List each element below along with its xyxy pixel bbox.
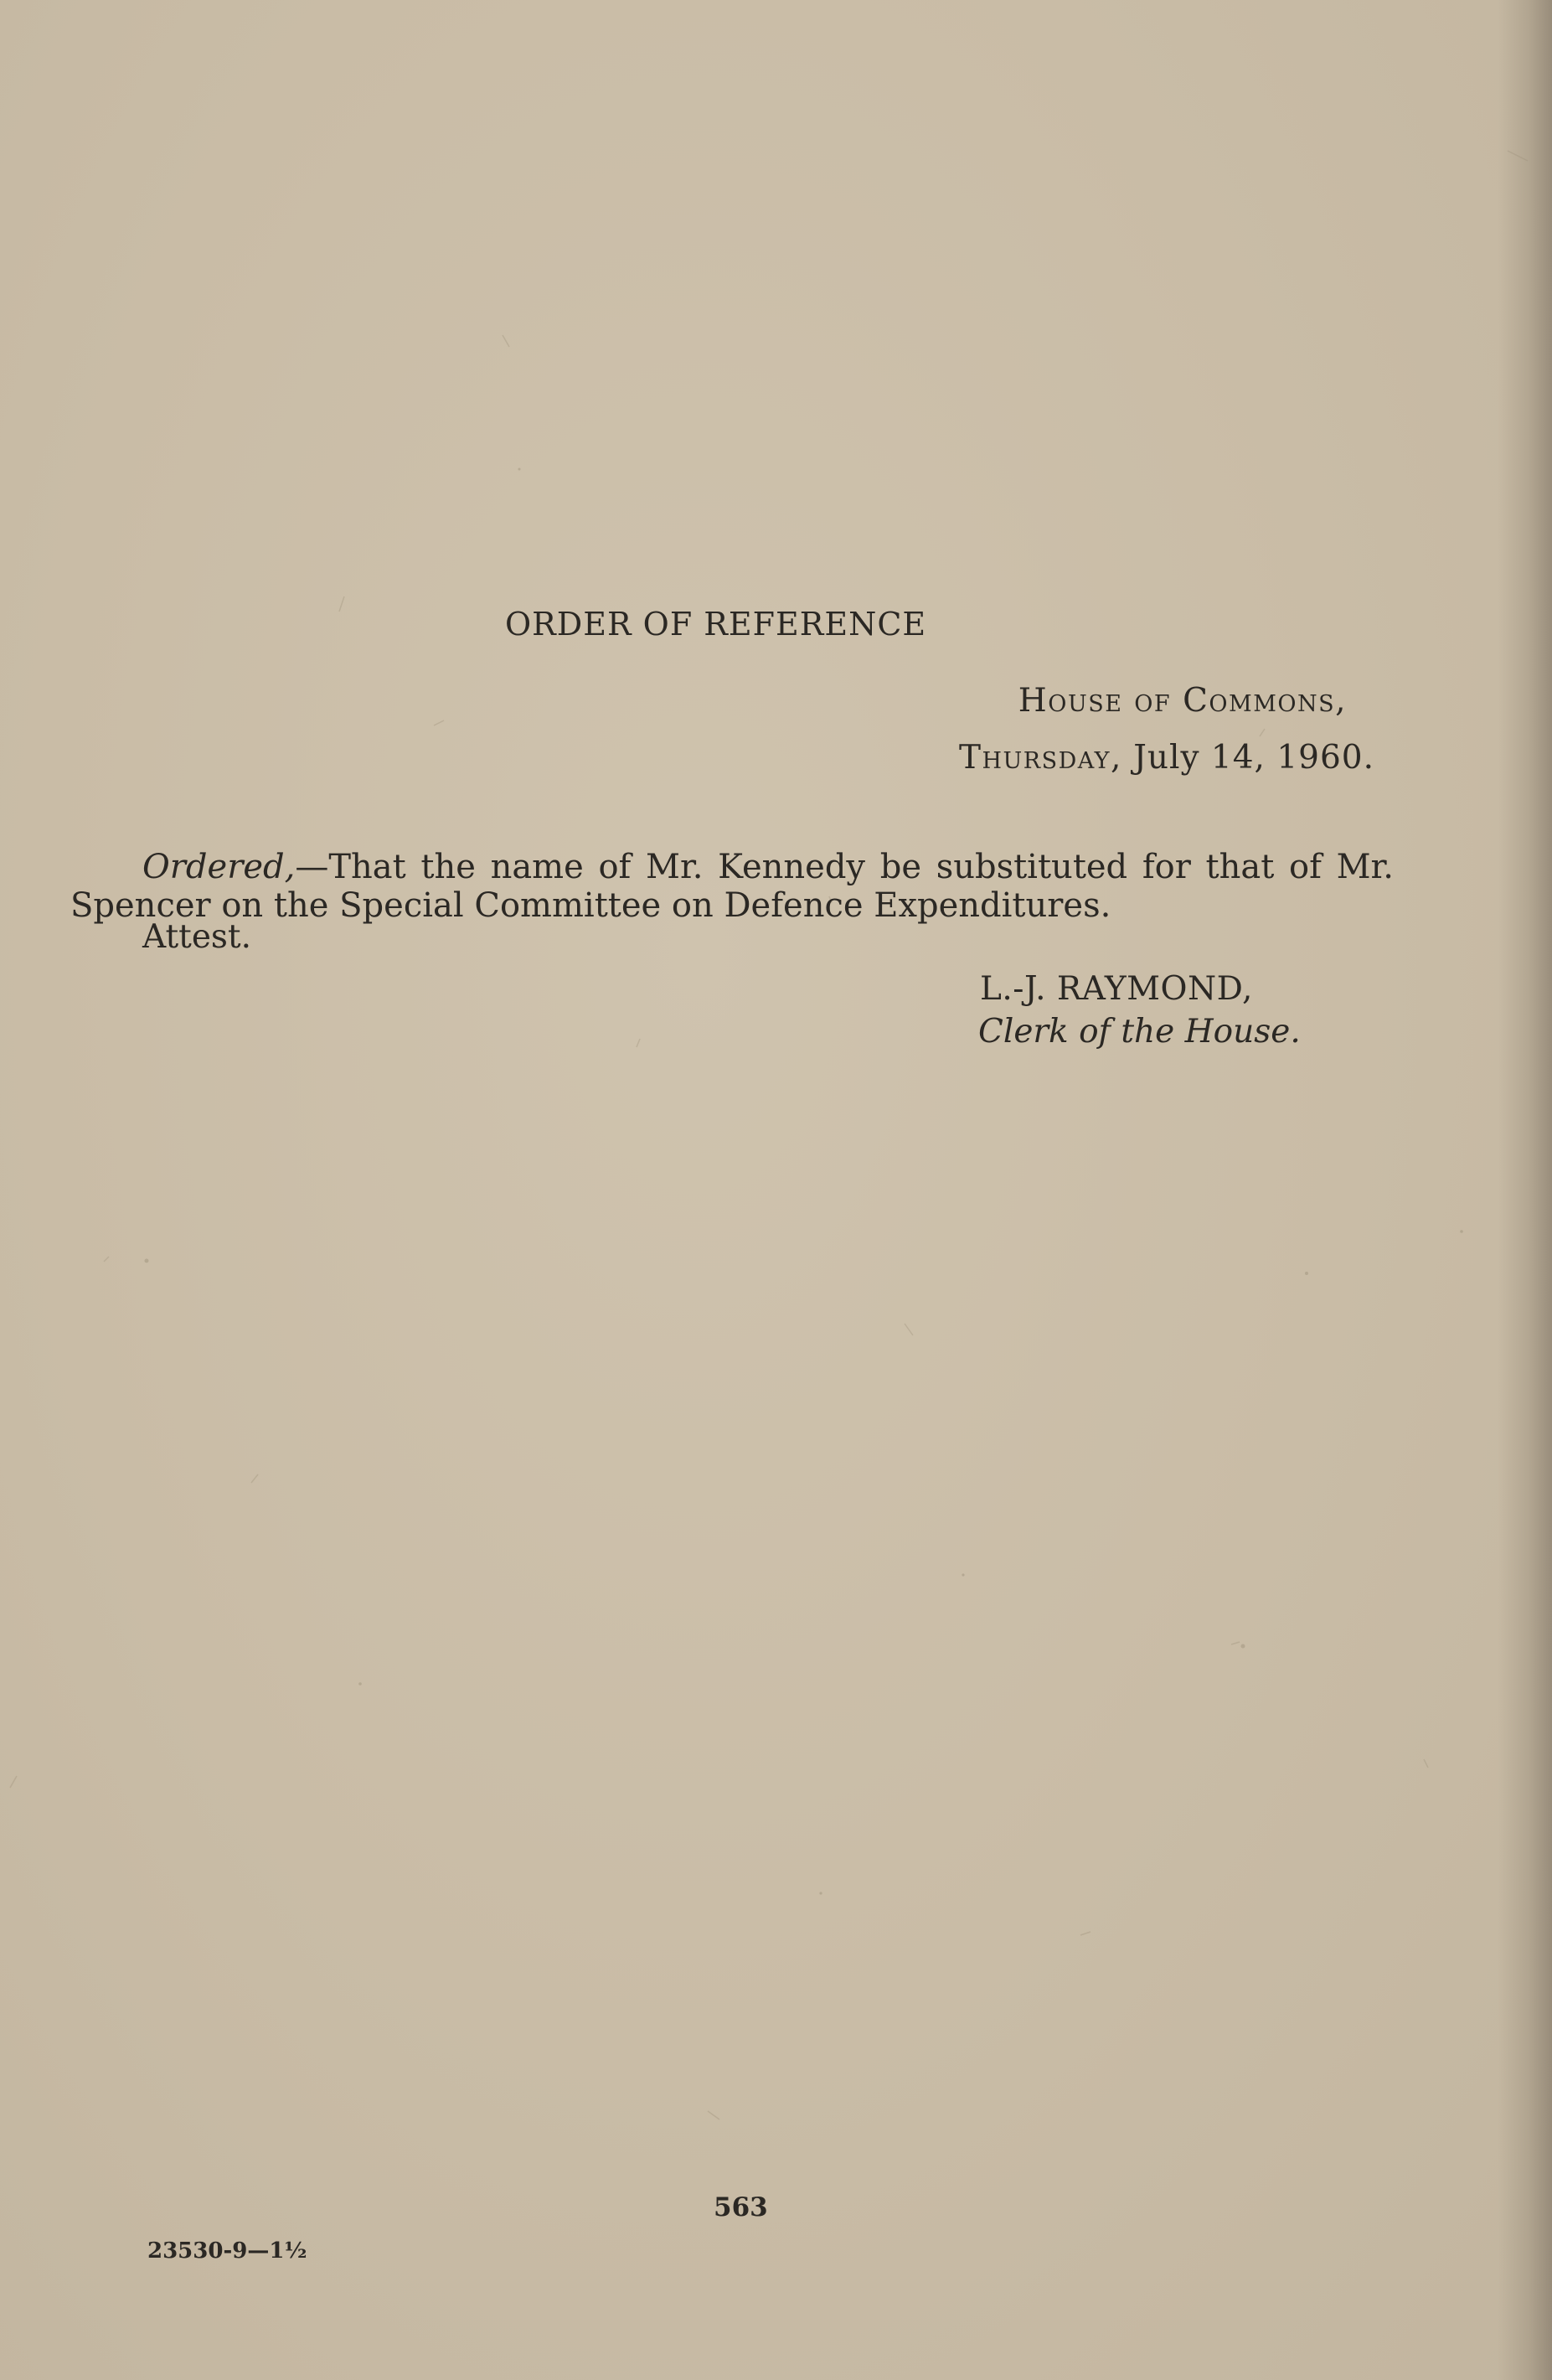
order-lead: Ordered, xyxy=(142,848,296,886)
print-code: 23530-9—1½ xyxy=(147,2238,307,2264)
order-text: —That the name of Mr. Kennedy be substituted for that of Mr. Spencer on the Special Committee on Defence Expenditures. xyxy=(70,848,1394,925)
attest-line: Attest. xyxy=(142,918,251,956)
date-day: Thursday, xyxy=(958,739,1122,777)
page-title: ORDER OF REFERENCE xyxy=(505,606,927,643)
page-number: 563 xyxy=(714,2192,768,2223)
signatory-title: Clerk of the House. xyxy=(978,1013,1301,1051)
house-name: House of Commons, xyxy=(1018,682,1347,720)
date-line xyxy=(958,739,1374,777)
order-paragraph xyxy=(70,848,1394,925)
date-value: July 14, 1960. xyxy=(1133,739,1374,777)
signatory-name: L.-J. RAYMOND, xyxy=(980,970,1253,1008)
